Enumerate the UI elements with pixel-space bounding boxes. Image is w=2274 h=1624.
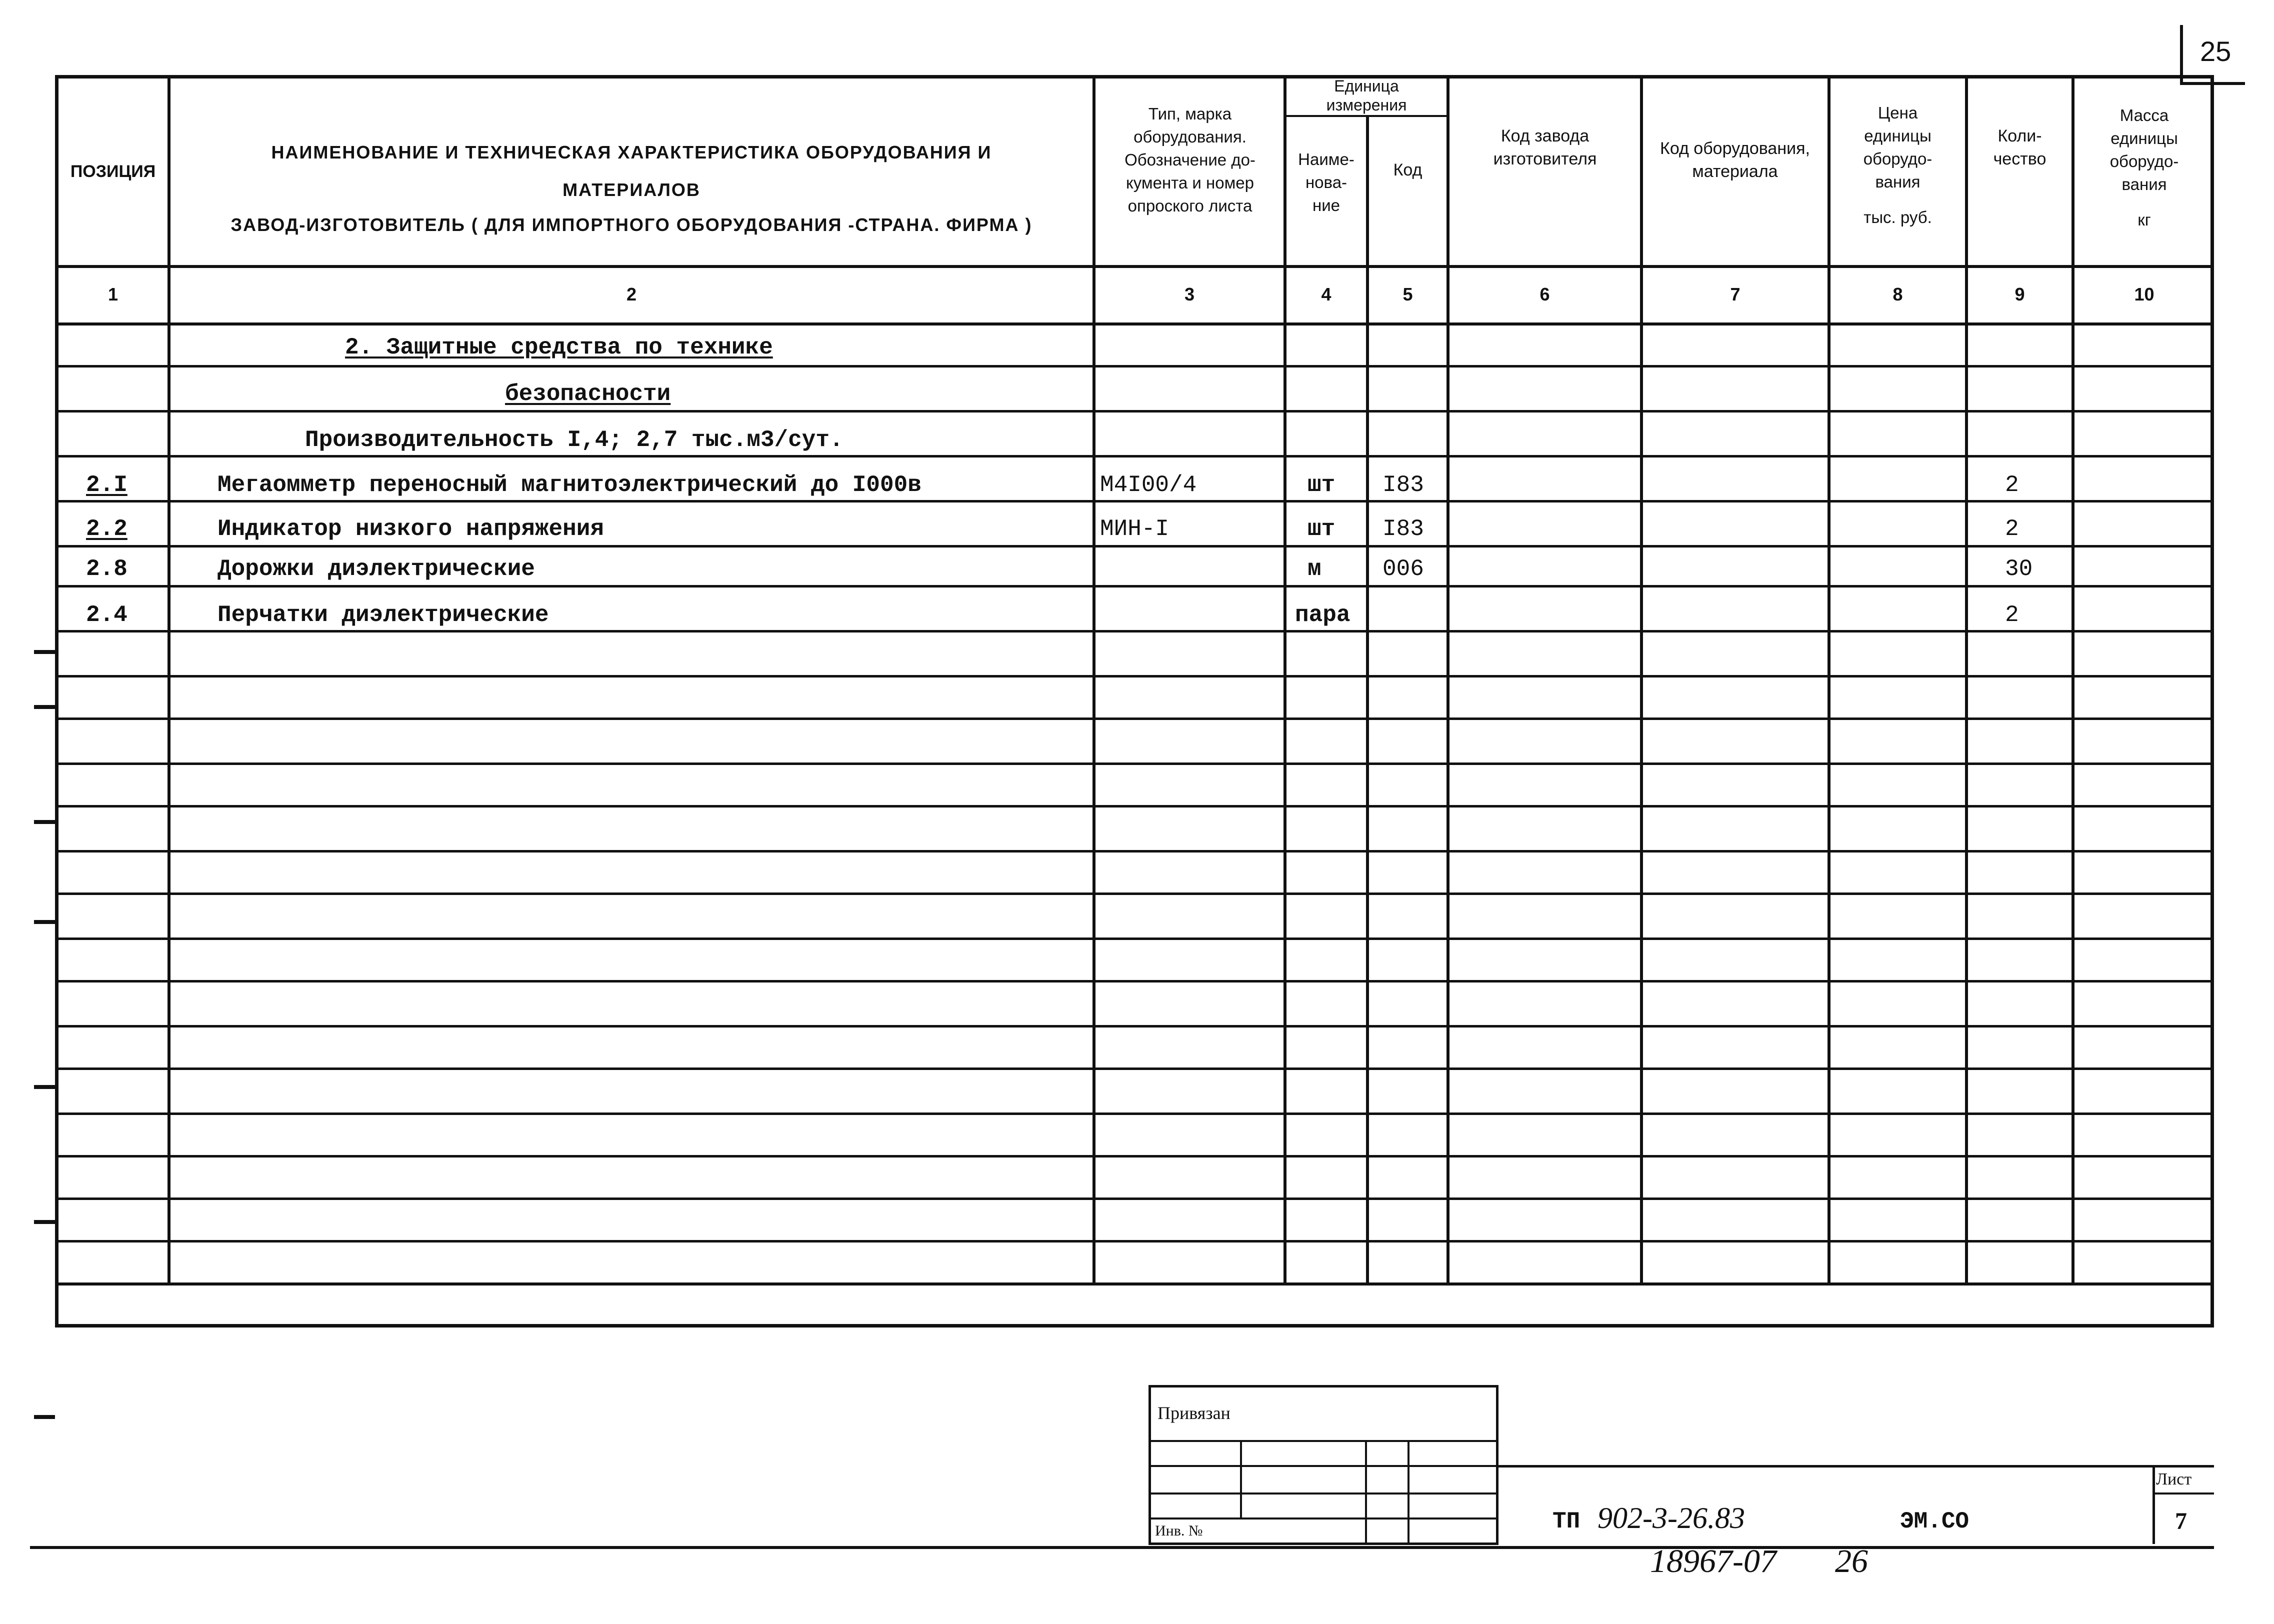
sheet-label: Лист (2156, 1470, 2192, 1488)
col-number: 2 (626, 284, 637, 304)
row-line (55, 1240, 2214, 1242)
doc-suffix: ЭМ.СО (1900, 1508, 1970, 1534)
row-unit: м (1308, 556, 1322, 582)
header-price-unit: тыс. руб. (1864, 208, 1932, 226)
header-unit-code: Код (1393, 160, 1422, 180)
row-quantity: 30 (2005, 556, 2033, 582)
row-line (55, 410, 2214, 412)
row-unit: пара (1295, 602, 1350, 628)
spec-table-frame (55, 75, 2214, 1328)
doc-number: 902-3-26.83 (1598, 1502, 1745, 1534)
archive-number: 18967-07 (1650, 1543, 1776, 1580)
footer-area (58, 1286, 2210, 1324)
col-number: 6 (1540, 284, 1550, 304)
row-line (55, 365, 2214, 368)
stamp-col (1408, 1440, 1410, 1545)
row-line (55, 762, 2214, 765)
col-divider (2072, 75, 2074, 1328)
colnum-bottom-line (55, 322, 2214, 326)
section-capacity: Производительность I,4; 2,7 тыс.м3/сут. (305, 427, 844, 453)
sheet-label-line (2152, 1492, 2214, 1494)
row-position: 2.2 (86, 516, 128, 542)
binding-label: Привязан (1158, 1403, 1230, 1423)
row-line (55, 938, 2214, 940)
col-divider (1284, 75, 1286, 1328)
row-line (55, 630, 2214, 632)
col-number: 3 (1184, 284, 1195, 304)
binding-mark (34, 820, 55, 824)
col-divider (1640, 75, 1643, 1328)
title-block-top (1498, 1465, 2214, 1468)
stamp-col (1365, 1440, 1367, 1545)
binding-mark (34, 650, 55, 654)
header-unit-group: Единица измерения (1326, 77, 1407, 114)
footer-area-lower (58, 1324, 2210, 1624)
header-price: Цена единицы оборудо- вания (1863, 104, 1932, 191)
binding-mark (34, 1415, 55, 1419)
header-mass: Масса единицы оборудо- вания (2110, 106, 2179, 194)
col-number: 5 (1402, 284, 1413, 304)
row-line (55, 805, 2214, 808)
stamp-line (1148, 1518, 1498, 1520)
col-number: 10 (2134, 284, 2154, 304)
col-number: 8 (1892, 284, 1903, 304)
inventory-label: Инв. № (1155, 1522, 1203, 1539)
col-number: 1 (108, 284, 118, 304)
row-name: Мегаомметр переносный магнитоэлектрический до I000в (218, 472, 922, 498)
sheet-col-divider (2152, 1465, 2155, 1544)
row-position: 2.8 (86, 556, 128, 582)
row-line (55, 1198, 2214, 1200)
binding-mark (34, 1085, 55, 1089)
row-position: 2.4 (86, 602, 128, 628)
row-line (55, 500, 2214, 502)
row-quantity: 2 (2005, 602, 2019, 628)
row-unit: шт (1308, 516, 1336, 542)
binding-mark (34, 920, 55, 924)
stamp-line (1148, 1440, 1498, 1442)
archive-page: 26 (1835, 1543, 1868, 1580)
row-line (55, 1068, 2214, 1070)
header-position: ПОЗИЦИЯ (70, 162, 156, 181)
col-divider (168, 75, 170, 1328)
header-bottom-line (55, 265, 2214, 268)
row-code: I83 (1382, 516, 1424, 542)
binding-mark (34, 705, 55, 709)
header-equipment-code: Код оборудования, материала (1660, 139, 1810, 181)
row-line (55, 850, 2214, 852)
col-divider (1446, 75, 1450, 1328)
header-type: Тип, марка оборудования. Обозначение до- кумента и номер опроского листа (1124, 104, 1256, 215)
header-unit-name: Наиме- нова- ние (1298, 150, 1354, 214)
row-line (55, 585, 2214, 588)
header-name-line2: МАТЕРИАЛОВ (562, 180, 700, 200)
row-name: Дорожки диэлектрические (218, 556, 535, 582)
col-number: 7 (1730, 284, 1740, 304)
col-number: 4 (1321, 284, 1332, 304)
row-line (55, 675, 2214, 678)
row-quantity: 2 (2005, 516, 2019, 542)
row-line (55, 1155, 2214, 1158)
header-name-line3: ЗАВОД-ИЗГОТОВИТЕЛЬ ( ДЛЯ ИМПОРТНОГО ОБОРУДОВАНИЯ -СТРАНА. ФИРМА ) (230, 214, 1032, 235)
row-line (55, 545, 2214, 548)
header-quantity: Коли- чество (1993, 126, 2046, 168)
row-quantity: 2 (2005, 472, 2019, 498)
col-number: 9 (2014, 284, 2025, 304)
section-title-cont: безопасности (505, 381, 671, 407)
row-code: 006 (1382, 556, 1424, 582)
row-line (55, 455, 2214, 458)
page-bottom-line (30, 1546, 2214, 1549)
row-type: М4I00/4 (1100, 472, 1197, 498)
row-name: Перчатки диэлектрические (218, 602, 549, 628)
col-divider (1828, 75, 1830, 1328)
header-mass-unit: кг (2138, 210, 2151, 229)
page-number: 25 (2200, 36, 2232, 67)
unit-group-line (1284, 115, 1446, 117)
row-line (55, 892, 2214, 895)
row-unit: шт (1308, 472, 1336, 498)
row-line (55, 1112, 2214, 1115)
row-position: 2.I (86, 472, 128, 498)
doc-prefix: ТП (1552, 1508, 1580, 1534)
stamp-line (1148, 1465, 1498, 1467)
section-title: 2. Защитные средства по технике (345, 334, 773, 360)
row-name: Индикатор низкого напряжения (218, 516, 604, 542)
col-divider (1965, 75, 1968, 1328)
header-factory-code: Код завода изготовителя (1493, 126, 1597, 168)
stamp-line (1148, 1492, 1498, 1494)
row-type: МИН-I (1100, 516, 1170, 542)
row-line (55, 1025, 2214, 1028)
sheet-number: 7 (2175, 1508, 2187, 1534)
stamp-col (1240, 1440, 1242, 1518)
row-line (55, 718, 2214, 720)
row-line (55, 980, 2214, 982)
row-code: I83 (1382, 472, 1424, 498)
header-name-line1: НАИМЕНОВАНИЕ И ТЕХНИЧЕСКАЯ ХАРАКТЕРИСТИКА ОБОРУДОВАНИЯ И (271, 142, 992, 162)
col-divider (1092, 75, 1096, 1328)
binding-mark (34, 1220, 55, 1224)
